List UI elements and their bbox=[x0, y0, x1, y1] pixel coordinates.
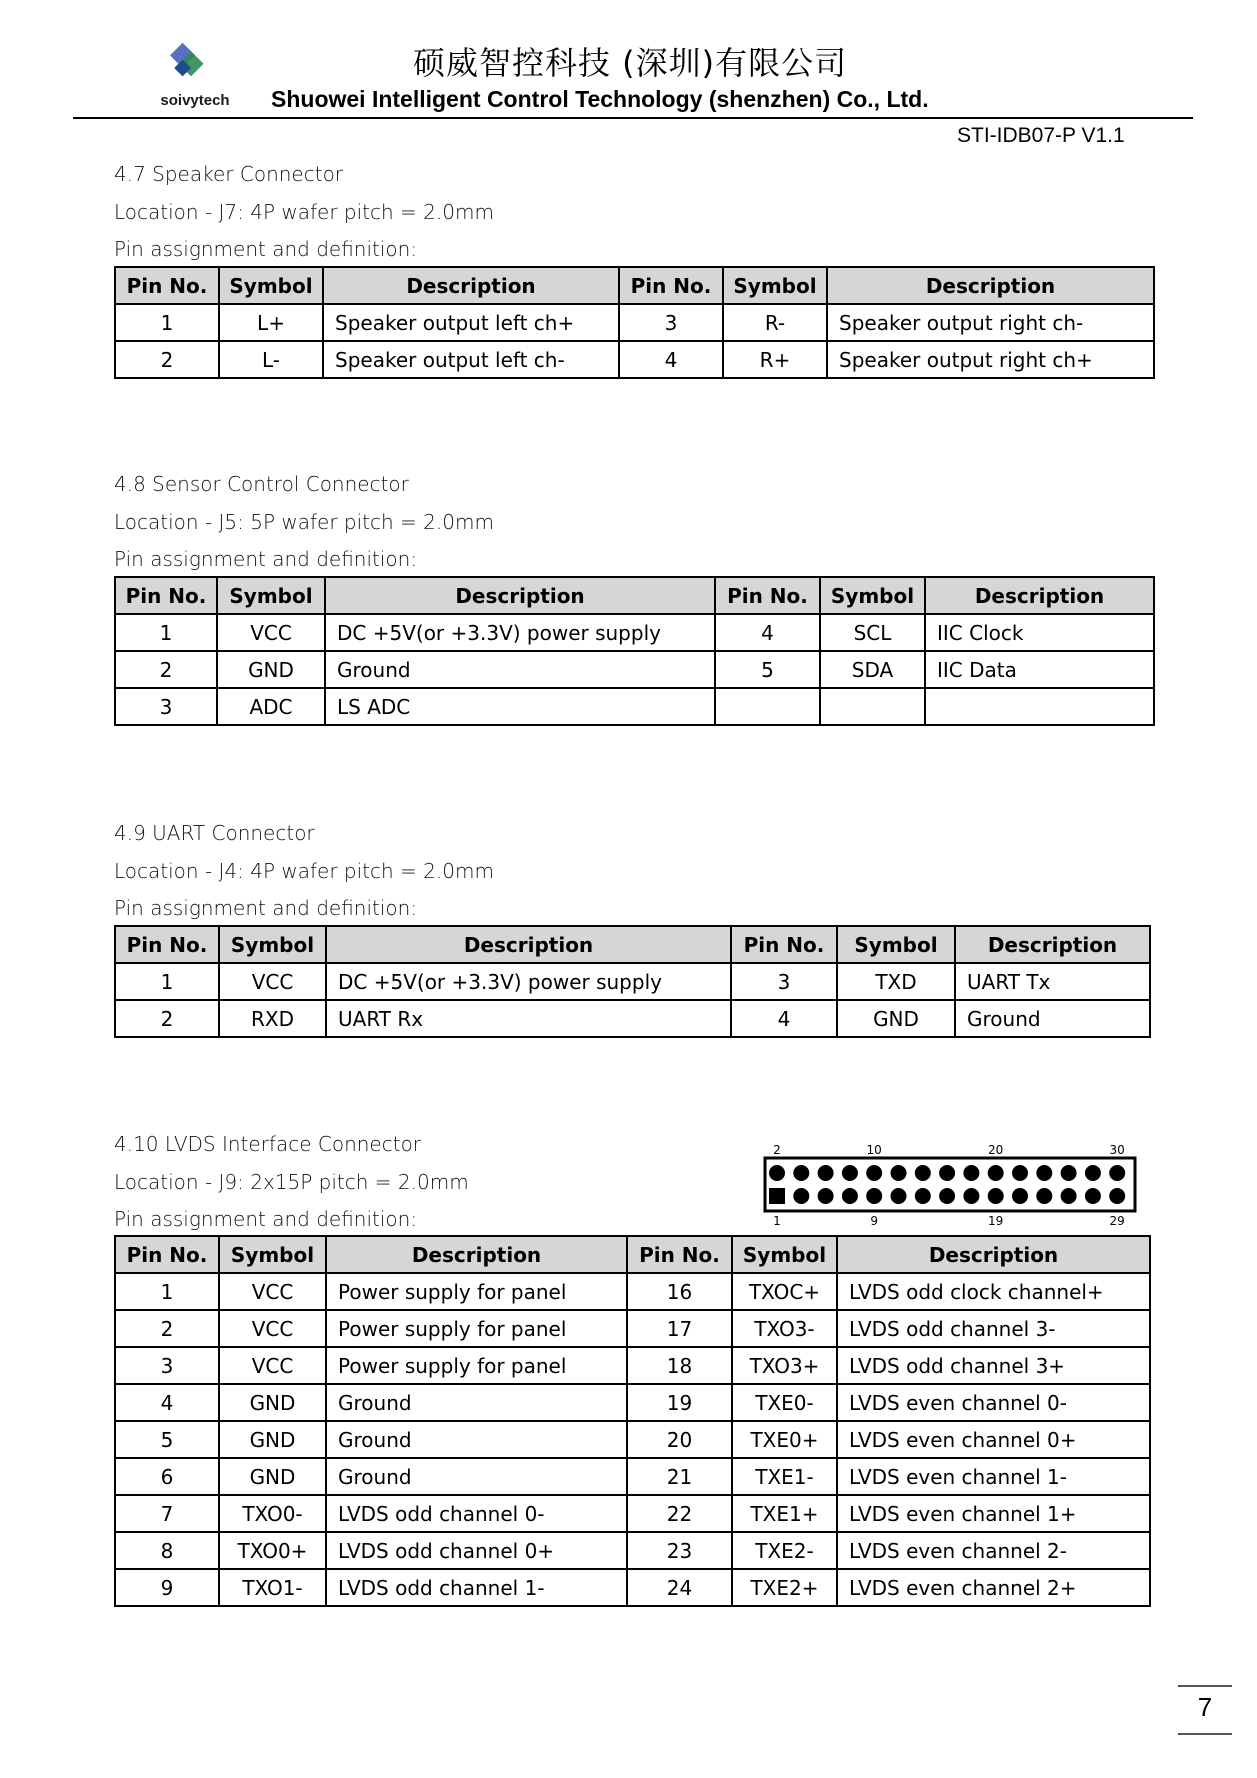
connector-pin bbox=[1012, 1165, 1028, 1181]
pin-cell: 3 bbox=[115, 688, 217, 725]
symbol-cell: TXE2- bbox=[732, 1532, 837, 1569]
soivytech-logo-icon bbox=[163, 40, 219, 96]
col-header-pin: Pin No. bbox=[715, 577, 820, 614]
connector-pin bbox=[988, 1188, 1004, 1204]
section-4-9-location: Location - J4: 4P wafer pitch = 2.0mm bbox=[114, 859, 494, 883]
description-cell: UART Tx bbox=[955, 963, 1150, 1000]
table-row bbox=[115, 304, 1154, 341]
pin-cell: 7 bbox=[115, 1495, 219, 1532]
description-cell: Power supply for panel bbox=[326, 1273, 627, 1310]
col-header-description: Description bbox=[323, 267, 619, 304]
pin-cell: 18 bbox=[627, 1347, 732, 1384]
description-cell: Ground bbox=[326, 1458, 627, 1495]
symbol-cell: VCC bbox=[219, 963, 326, 1000]
pin-cell: 5 bbox=[115, 1421, 219, 1458]
table-row bbox=[115, 1532, 1150, 1569]
connector-pin bbox=[769, 1165, 785, 1181]
col-header-symbol: Symbol bbox=[219, 267, 323, 304]
symbol-cell: ADC bbox=[217, 688, 325, 725]
pin-cell: 21 bbox=[627, 1458, 732, 1495]
connector-pin bbox=[866, 1188, 882, 1204]
symbol-cell bbox=[820, 688, 925, 725]
connector-pin bbox=[963, 1165, 979, 1181]
table-header-row bbox=[115, 267, 1154, 304]
sensor-control-connector-table bbox=[114, 576, 1155, 726]
connector-pin bbox=[842, 1188, 858, 1204]
description-cell bbox=[925, 688, 1154, 725]
col-header-symbol: Symbol bbox=[217, 577, 325, 614]
table-row bbox=[115, 1000, 1150, 1037]
section-4-8-pin-heading: Pin assignment and definition: bbox=[114, 547, 418, 571]
pin-cell: 1 bbox=[115, 304, 219, 341]
pin-cell: 1 bbox=[115, 963, 219, 1000]
col-header-description: Description bbox=[325, 577, 715, 614]
table-row bbox=[115, 1495, 1150, 1532]
description-cell: DC +5V(or +3.3V) power supply bbox=[325, 614, 715, 651]
col-header-pin: Pin No. bbox=[619, 267, 723, 304]
pin-cell: 16 bbox=[627, 1273, 732, 1310]
col-header-symbol: Symbol bbox=[219, 926, 326, 963]
connector-pin bbox=[939, 1165, 955, 1181]
description-cell: Ground bbox=[955, 1000, 1150, 1037]
section-4-7-pin-heading: Pin assignment and definition: bbox=[114, 237, 418, 261]
col-header-pin: Pin No. bbox=[115, 577, 217, 614]
section-4-7-title: 4.7 Speaker Connector bbox=[114, 162, 344, 186]
col-header-symbol: Symbol bbox=[732, 1236, 837, 1273]
uart-connector-table bbox=[114, 925, 1151, 1038]
connector-pin bbox=[842, 1165, 858, 1181]
symbol-cell: L- bbox=[219, 341, 323, 378]
description-cell: Speaker output left ch- bbox=[323, 341, 619, 378]
pin-cell: 8 bbox=[115, 1532, 219, 1569]
table-row bbox=[115, 1347, 1150, 1384]
symbol-cell: GND bbox=[219, 1384, 326, 1421]
connector-pin bbox=[891, 1188, 907, 1204]
col-header-symbol: Symbol bbox=[820, 577, 925, 614]
page-number-rule-bottom bbox=[1178, 1733, 1232, 1735]
col-header-pin: Pin No. bbox=[115, 1236, 219, 1273]
connector-pin bbox=[963, 1188, 979, 1204]
connector-pin bbox=[818, 1188, 834, 1204]
symbol-cell: VCC bbox=[219, 1347, 326, 1384]
pin-cell: 4 bbox=[115, 1384, 219, 1421]
logo-text: soivytech bbox=[160, 92, 230, 109]
connector-pin bbox=[793, 1165, 809, 1181]
col-header-description: Description bbox=[827, 267, 1154, 304]
description-cell: LVDS odd channel 3+ bbox=[837, 1347, 1150, 1384]
section-4-10-location: Location - J9: 2x15P pitch = 2.0mm bbox=[114, 1170, 469, 1194]
table-row bbox=[115, 614, 1154, 651]
page-number: 7 bbox=[1197, 1692, 1213, 1722]
pin-cell: 2 bbox=[115, 1000, 219, 1037]
table-row bbox=[115, 1273, 1150, 1310]
table-header-row bbox=[115, 577, 1154, 614]
description-cell: LVDS even channel 1- bbox=[837, 1458, 1150, 1495]
symbol-cell: TXO0- bbox=[219, 1495, 326, 1532]
pin-cell: 4 bbox=[731, 1000, 837, 1037]
symbol-cell: TXO1- bbox=[219, 1569, 326, 1606]
col-header-description: Description bbox=[837, 1236, 1150, 1273]
description-cell: LVDS even channel 0+ bbox=[837, 1421, 1150, 1458]
section-4-9-title: 4.9 UART Connector bbox=[114, 821, 315, 845]
symbol-cell: TXO3- bbox=[732, 1310, 837, 1347]
symbol-cell: R+ bbox=[723, 341, 827, 378]
description-cell: Ground bbox=[326, 1384, 627, 1421]
col-header-symbol: Symbol bbox=[219, 1236, 326, 1273]
description-cell: Speaker output right ch- bbox=[827, 304, 1154, 341]
symbol-cell: TXOC+ bbox=[732, 1273, 837, 1310]
pin-cell: 3 bbox=[731, 963, 837, 1000]
symbol-cell: TXD bbox=[837, 963, 955, 1000]
col-header-description: Description bbox=[326, 926, 731, 963]
connector-pin bbox=[988, 1165, 1004, 1181]
connector-pin bbox=[1109, 1188, 1125, 1204]
pin-number-label: 9 bbox=[870, 1214, 879, 1228]
description-cell: LVDS odd clock channel+ bbox=[837, 1273, 1150, 1310]
connector-pin bbox=[1061, 1165, 1077, 1181]
description-cell: LVDS odd channel 0+ bbox=[326, 1532, 627, 1569]
description-cell: Power supply for panel bbox=[326, 1310, 627, 1347]
symbol-cell: SDA bbox=[820, 651, 925, 688]
connector-pin bbox=[939, 1188, 955, 1204]
description-cell: Speaker output right ch+ bbox=[827, 341, 1154, 378]
pin-number-label: 30 bbox=[1109, 1143, 1125, 1157]
col-header-description: Description bbox=[925, 577, 1154, 614]
pin-cell: 23 bbox=[627, 1532, 732, 1569]
page-header bbox=[73, 30, 1193, 120]
description-cell: LVDS even channel 0- bbox=[837, 1384, 1150, 1421]
section-4-7-location: Location - J7: 4P wafer pitch = 2.0mm bbox=[114, 200, 494, 224]
description-cell: IIC Data bbox=[925, 651, 1154, 688]
section-4-8-title: 4.8 Sensor Control Connector bbox=[114, 472, 409, 496]
table-row bbox=[115, 1458, 1150, 1495]
col-header-pin: Pin No. bbox=[627, 1236, 732, 1273]
symbol-cell: GND bbox=[217, 651, 325, 688]
table-row bbox=[115, 651, 1154, 688]
pin-cell: 3 bbox=[619, 304, 723, 341]
symbol-cell: RXD bbox=[219, 1000, 326, 1037]
description-cell: IIC Clock bbox=[925, 614, 1154, 651]
pin-cell: 20 bbox=[627, 1421, 732, 1458]
symbol-cell: GND bbox=[219, 1421, 326, 1458]
symbol-cell: TXE0- bbox=[732, 1384, 837, 1421]
connector-pin bbox=[1036, 1165, 1052, 1181]
col-header-pin: Pin No. bbox=[115, 926, 219, 963]
col-header-symbol: Symbol bbox=[837, 926, 955, 963]
connector-pin bbox=[1085, 1188, 1101, 1204]
table-row bbox=[115, 1310, 1150, 1347]
pin-cell: 5 bbox=[715, 651, 820, 688]
pin-cell: 4 bbox=[619, 341, 723, 378]
symbol-cell: TXE1+ bbox=[732, 1495, 837, 1532]
table-header-row bbox=[115, 1236, 1150, 1273]
pin-cell: 17 bbox=[627, 1310, 732, 1347]
company-name-english: Shuowei Intelligent Control Technology (shenzhen) Co., Ltd. bbox=[271, 86, 929, 112]
pin-cell: 3 bbox=[115, 1347, 219, 1384]
pin-number-label: 29 bbox=[1109, 1214, 1125, 1228]
table-row bbox=[115, 963, 1150, 1000]
pin-number-label: 10 bbox=[866, 1143, 882, 1157]
pin-cell: 1 bbox=[115, 1273, 219, 1310]
table-row bbox=[115, 1421, 1150, 1458]
symbol-cell: R- bbox=[723, 304, 827, 341]
symbol-cell: TXE0+ bbox=[732, 1421, 837, 1458]
connector-pin bbox=[1061, 1188, 1077, 1204]
pin-number-label: 19 bbox=[988, 1214, 1004, 1228]
description-cell: LVDS even channel 2+ bbox=[837, 1569, 1150, 1606]
connector-pin bbox=[866, 1165, 882, 1181]
description-cell: Ground bbox=[325, 651, 715, 688]
speaker-connector-table bbox=[114, 266, 1155, 379]
connector-pin bbox=[1036, 1188, 1052, 1204]
section-4-9-pin-heading: Pin assignment and definition: bbox=[114, 896, 418, 920]
symbol-cell: VCC bbox=[217, 614, 325, 651]
symbol-cell: VCC bbox=[219, 1310, 326, 1347]
col-header-pin: Pin No. bbox=[115, 267, 219, 304]
symbol-cell: TXE2+ bbox=[732, 1569, 837, 1606]
table-row bbox=[115, 688, 1154, 725]
col-header-symbol: Symbol bbox=[723, 267, 827, 304]
header-divider bbox=[73, 117, 1193, 119]
table-row bbox=[115, 341, 1154, 378]
pin-number-label: 2 bbox=[773, 1143, 781, 1157]
description-cell: LS ADC bbox=[325, 688, 715, 725]
description-cell: Speaker output left ch+ bbox=[323, 304, 619, 341]
table-row bbox=[115, 1384, 1150, 1421]
connector-pin bbox=[1085, 1165, 1101, 1181]
connector-pin bbox=[891, 1165, 907, 1181]
description-cell: UART Rx bbox=[326, 1000, 731, 1037]
connector-pin bbox=[915, 1165, 931, 1181]
pin-cell: 2 bbox=[115, 341, 219, 378]
pin-number-label: 1 bbox=[773, 1214, 781, 1228]
pin-cell: 9 bbox=[115, 1569, 219, 1606]
connector-pin bbox=[915, 1188, 931, 1204]
description-cell: LVDS even channel 1+ bbox=[837, 1495, 1150, 1532]
connector-pin bbox=[1012, 1188, 1028, 1204]
connector-pin bbox=[818, 1165, 834, 1181]
pin-cell: 2 bbox=[115, 651, 217, 688]
description-cell: LVDS odd channel 1- bbox=[326, 1569, 627, 1606]
document-id: STI-IDB07-P V1.1 bbox=[957, 124, 1125, 147]
col-header-description: Description bbox=[326, 1236, 627, 1273]
symbol-cell: VCC bbox=[219, 1273, 326, 1310]
pin-cell bbox=[715, 688, 820, 725]
lvds-connector-table bbox=[114, 1235, 1151, 1607]
pin-number-label: 20 bbox=[988, 1143, 1004, 1157]
symbol-cell: SCL bbox=[820, 614, 925, 651]
col-header-pin: Pin No. bbox=[731, 926, 837, 963]
pin-cell: 2 bbox=[115, 1310, 219, 1347]
section-4-10-pin-heading: Pin assignment and definition: bbox=[114, 1207, 418, 1231]
section-4-10-title: 4.10 LVDS Interface Connector bbox=[114, 1132, 422, 1156]
pin-cell: 19 bbox=[627, 1384, 732, 1421]
description-cell: LVDS even channel 2- bbox=[837, 1532, 1150, 1569]
description-cell: LVDS odd channel 3- bbox=[837, 1310, 1150, 1347]
col-header-description: Description bbox=[955, 926, 1150, 963]
pin-cell: 1 bbox=[115, 614, 217, 651]
description-cell: LVDS odd channel 0- bbox=[326, 1495, 627, 1532]
symbol-cell: GND bbox=[219, 1458, 326, 1495]
symbol-cell: L+ bbox=[219, 304, 323, 341]
pin-cell: 24 bbox=[627, 1569, 732, 1606]
table-row bbox=[115, 1569, 1150, 1606]
description-cell: DC +5V(or +3.3V) power supply bbox=[326, 963, 731, 1000]
company-name-chinese: 硕威智控科技 (深圳)有限公司 bbox=[413, 44, 848, 82]
pin-cell: 4 bbox=[715, 614, 820, 651]
description-cell: Power supply for panel bbox=[326, 1347, 627, 1384]
symbol-cell: TXO0+ bbox=[219, 1532, 326, 1569]
symbol-cell: TXE1- bbox=[732, 1458, 837, 1495]
pin-cell: 6 bbox=[115, 1458, 219, 1495]
lvds-connector-pinout-diagram bbox=[762, 1143, 1142, 1229]
connector-pin bbox=[793, 1188, 809, 1204]
connector-pin bbox=[1109, 1165, 1125, 1181]
section-4-8-location: Location - J5: 5P wafer pitch = 2.0mm bbox=[114, 510, 494, 534]
page-number-rule-top bbox=[1178, 1685, 1232, 1687]
symbol-cell: GND bbox=[837, 1000, 955, 1037]
description-cell: Ground bbox=[326, 1421, 627, 1458]
symbol-cell: TXO3+ bbox=[732, 1347, 837, 1384]
table-header-row bbox=[115, 926, 1150, 963]
pin-1-square-marker bbox=[769, 1188, 785, 1204]
pin-cell: 22 bbox=[627, 1495, 732, 1532]
